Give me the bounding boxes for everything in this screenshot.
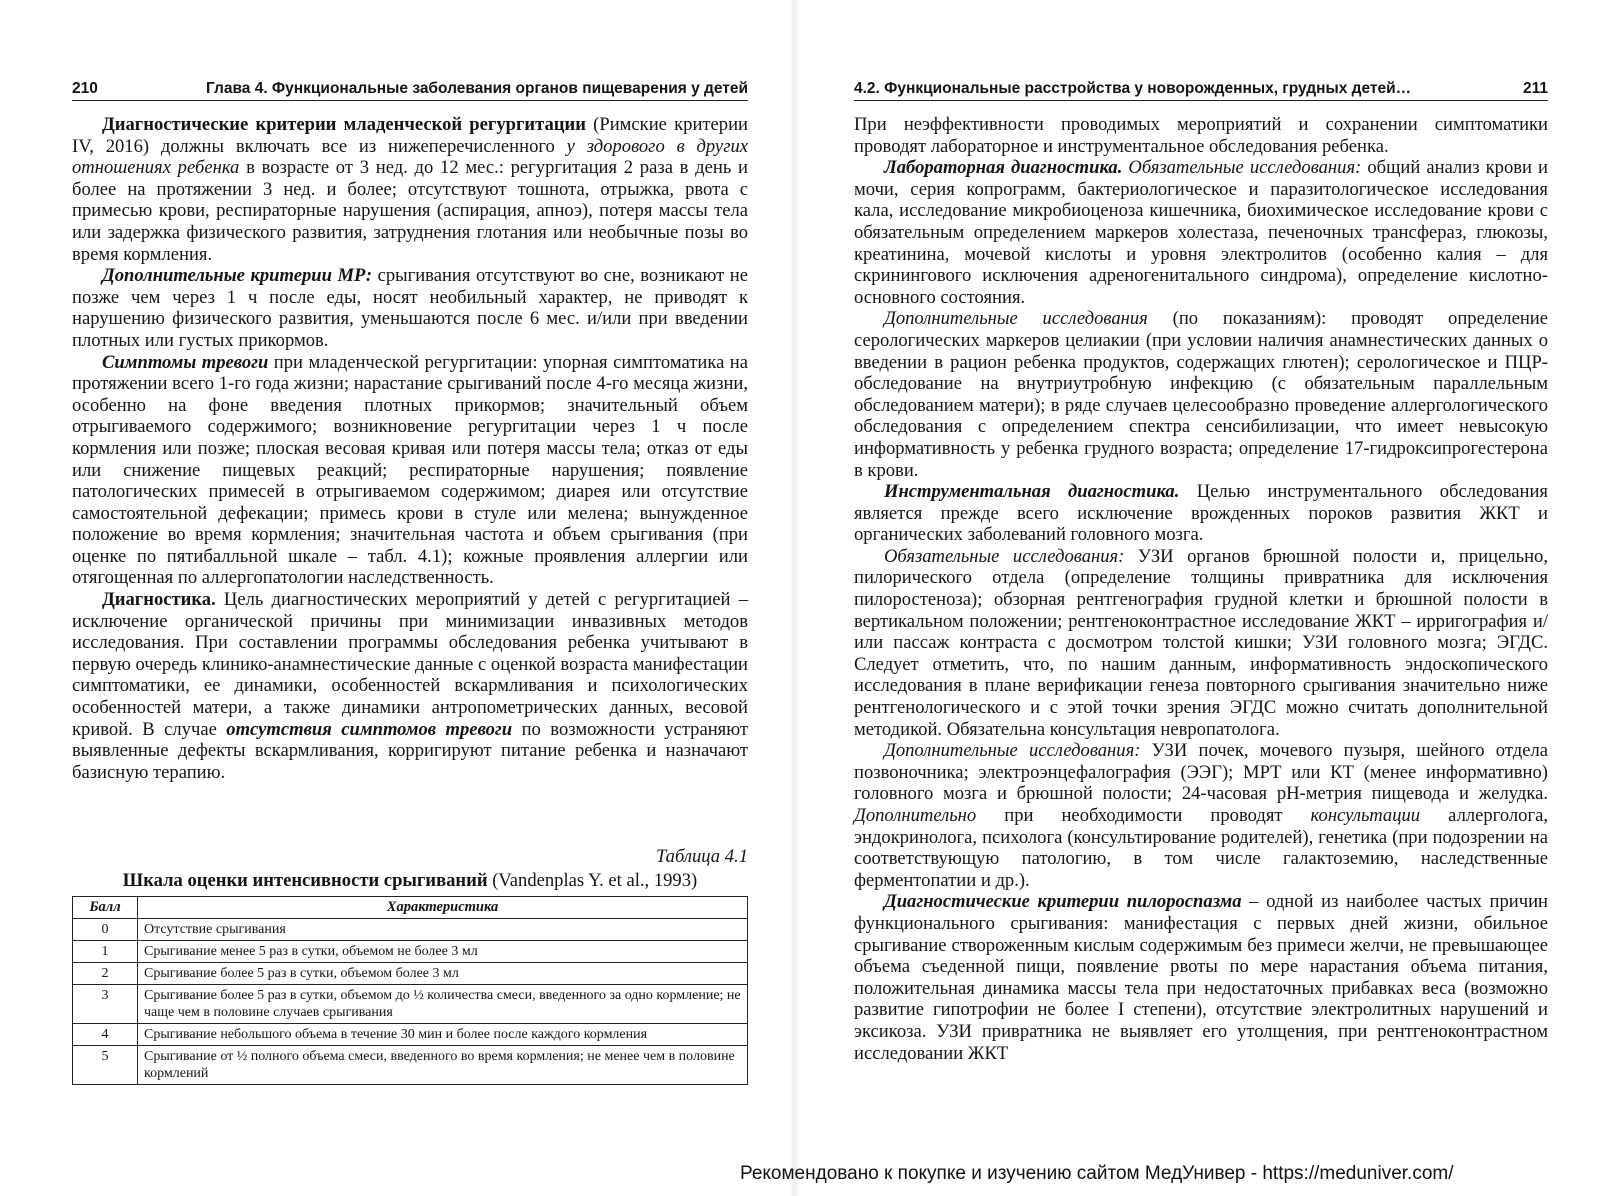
score-cell: 2 — [73, 963, 138, 985]
table-header-row — [73, 897, 748, 919]
paragraph-heading: Обязательные исследования: — [884, 545, 1125, 567]
paragraph: Диагностические критерии пилороспазма – одной из наиболее частых причин функционального срыгивания: манифестация с первых дней жизни, обильное срыгивание створоженным кислым содержимым без примеси желчи, не превышающее объема съеденной пищи, появление рвоты по мере нарастания объема питания, положительная динамика массы тела при недостаточных прибавках веса (возможно развитие гипотрофии не более I степени), отсутствие электролитных нарушений и эксикоза. УЗИ привратника не выявляет его утолщения, при рентгеноконтрастном исследовании ЖКТ — [854, 891, 1549, 1064]
left-page — [0, 0, 790, 1196]
column-header-characteristic: Характеристика — [138, 897, 748, 919]
paragraph: Инструментальная диагностика. Целью инструментального обследования является прежде всего исключение врожденных пороков развития ЖКТ и органических заболеваний головного мозга. — [854, 481, 1548, 546]
left-running-head — [72, 76, 748, 101]
left-body-text — [72, 114, 748, 783]
paragraph: Диагностические критерии младенческой регургитации (Римские критерии IV, 2016) должны включать все из нижеперечисленного у здорового в других отношениях ребенка в возрасте от 3 нед. до 12 мес.: регургитация 2 раза в день и более на протяжении 3 нед. и более; отсутствуют тошнота, отрыжка, рвота с примесью крови, респираторные нарушения (аспирация, апноэ), потеря массы тела или задержка физического развития, затруднения глотания или необычные позы во время кормления. — [72, 114, 749, 265]
table-row — [73, 1024, 748, 1046]
left-chapter-title: Глава 4. Функциональные заболевания органов пищеварения у детей — [205, 80, 748, 97]
score-cell: 0 — [73, 919, 138, 941]
table-row — [73, 1046, 748, 1085]
paragraph: При неэффективности проводимых мероприятий и сохранении симптоматики проводят лабораторное и инструментальное обследования ребенка. — [854, 114, 1548, 157]
paragraph-heading: Лабораторная диагностика. — [884, 157, 1123, 179]
table-title: Шкала оценки интенсивности срыгиваний (Vandenplas Y. et al., 1993) — [122, 870, 698, 891]
characteristic-cell: Срыгивание от ½ полного объема смеси, введенного во время кормления; не менее чем в половине кормлений — [138, 1046, 748, 1085]
table-row — [73, 985, 748, 1024]
table-row — [73, 963, 748, 985]
paragraph: Дополнительные исследования (по показаниям): проводят определение серологических маркеров целиакии (при условии наличия анамнестических данных о введении в рацион ребенка продуктов, содержащих глютен); серологическое и ПЦР-обследование на внутриутробную инфекцию (с обязательным параллельным обследованием матери); в ряде случаев целесообразно проведение аллергологического обследования с определением спектра сенсибилизации, что имеет невысокую информативность у ребенка грудного возраста; определение 17-гидроксипрогестерона в крови. — [854, 308, 1548, 481]
book-gutter — [790, 0, 800, 1196]
column-header-score: Балл — [73, 897, 138, 919]
footer-watermark: Рекомендовано к покупке и изучению сайтом МедУнивер - https://meduniver.com/ — [740, 1163, 1454, 1184]
paragraph-heading: Диагностика. — [102, 589, 216, 611]
characteristic-cell: Срыгивание более 5 раз в сутки, объемом до ½ количества смеси, введенного за одно кормление; не чаще чем в половине случаев срыгивания — [138, 985, 748, 1024]
right-running-head — [854, 76, 1548, 101]
right-section-title: 4.2. Функциональные расстройства у новорожденных, грудных детей… — [854, 80, 1412, 97]
table-caption: Таблица 4.1 — [656, 846, 748, 867]
score-cell: 3 — [73, 985, 138, 1024]
paragraph-heading: Диагностические критерии пилороспазма — [884, 891, 1242, 913]
right-page — [800, 0, 1600, 1196]
paragraph-heading: Инструментальная диагностика. — [884, 481, 1180, 503]
right-body-text — [854, 114, 1548, 1064]
paragraph-heading: Дополнительные исследования — [884, 308, 1148, 330]
left-page-number: 210 — [72, 80, 98, 97]
score-cell: 1 — [73, 941, 138, 963]
paragraph-heading: Симптомы тревоги — [102, 351, 269, 373]
score-cell: 4 — [73, 1024, 138, 1046]
table-row — [73, 919, 748, 941]
characteristic-cell: Отсутствие срыгивания — [138, 919, 748, 941]
characteristic-cell: Срыгивание более 5 раз в сутки, объемом более 3 мл — [138, 963, 748, 985]
paragraph-heading: Дополнительные исследования: — [884, 740, 1141, 762]
paragraph: Дополнительные исследования: УЗИ почек, мочевого пузыря, шейного отдела позвоночника; электроэнцефалография (ЭЭГ); МРТ или КТ (менее информативно) головного мозга и брюшной полости; 24-часовая pH-метрия пищевода и желудка. Дополнительно при необходимости проводят консультации аллерголога, эндокринолога, психолога (консультирование родителей), генетика (при подозрении на соответствующую патологию, в том числе галактоземию, наследственные ферментопатии и др.). — [854, 740, 1548, 891]
paragraph: Дополнительные критерии МР: срыгивания отсутствуют во сне, возникают не позже чем через 1 ч после еды, носят необильный характер, не приводят к нарушению физического развития, уменьшаются после 6 мес. и/или при введении плотных или густых прикормов. — [72, 265, 748, 351]
paragraph: Лабораторная диагностика. Обязательные исследования: общий анализ крови и мочи, серия копрограмм, бактериологическое и паразитологическое исследования кала, исследование микробиоценоза кишечника, биохимическое исследование крови с обязательным определением маркеров холестаза, печеночных трансфераз, глюкозы, креатинина, мочевой кислоты и уровня электролитов (особенно калия – для скринингового исключения адреногенитального синдрома), определение кислотно-основного состояния. — [854, 157, 1548, 308]
paragraph: Обязательные исследования: УЗИ органов брюшной полости и, прицельно, пилорического отдела (определение толщины привратника для исключения пилоростеноза); обзорная рентгенография грудной клетки и брюшной полости в вертикальном положении; рентгеноконтрастное исследование ЖКТ – ирригография и/или пассаж контраста с досмотром толстой кишки; УЗИ головного мозга; ЭГДС. Следует отметить, что, по нашим данным, информативность эндоскопического исследования в плане верификации генеза повторного срыгивания значительно ниже рентгенологического и с этой точки зрения ЭГДС можно считать дополнительной методикой. Обязательна консультация невропатолога. — [854, 545, 1548, 740]
paragraph-heading: Дополнительные критерии МР: — [102, 265, 373, 287]
table-row — [73, 941, 748, 963]
paragraph: Диагностика. Цель диагностических мероприятий у детей с регургитацией – исключение органической причины при минимизации инвазивных методов исследования. При составлении программы обследования ребенка учитывают в первую очередь клинико-анамнестические данные с оценкой возраста манифестации симптоматики, ее динамики, особенностей вскармливания и психологических особенностей матери, а также динамики антропометрических данных, весовой кривой. В случае отсутствия симптомов тревоги по возможности устраняют выявленные дефекты вскармливания, корригируют питание ребенка и назначают базисную терапию. — [72, 589, 748, 783]
paragraph-heading: Диагностические критерии младенческой регургитации — [102, 114, 586, 135]
regurgitation-scale-table — [72, 896, 748, 1085]
score-cell: 5 — [73, 1046, 138, 1085]
paragraph: Симптомы тревоги при младенческой регургитации: упорная симптоматика на протяжении всего 1-го года жизни; нарастание срыгиваний после 4-го месяца жизни, особенно на фоне введения плотных прикормов; значительный объем отрыгиваемого содержимого; возникновение регургитации через 1 ч после кормления или позже; плоская весовая кривая или потеря массы тела; отказ от еды или снижение пищевых реакций; респираторные нарушения; появление патологических примесей в отрыгиваемом содержимом; диарея или отсутствие самостоятельной дефекации; примесь крови в стуле или мелена; вынужденное положение во время кормления; значительная частота и объем срыгивания (при оценке по пятибалльной шкале – табл. 4.1); кожные проявления аллергии или отягощенная по аллергопатологии наследственность. — [72, 351, 748, 589]
right-page-number: 211 — [1522, 80, 1548, 97]
characteristic-cell: Срыгивание менее 5 раз в сутки, объемом не более 3 мл — [138, 941, 748, 963]
characteristic-cell: Срыгивание небольшого объема в течение 30 мин и более после каждого кормления — [138, 1024, 748, 1046]
